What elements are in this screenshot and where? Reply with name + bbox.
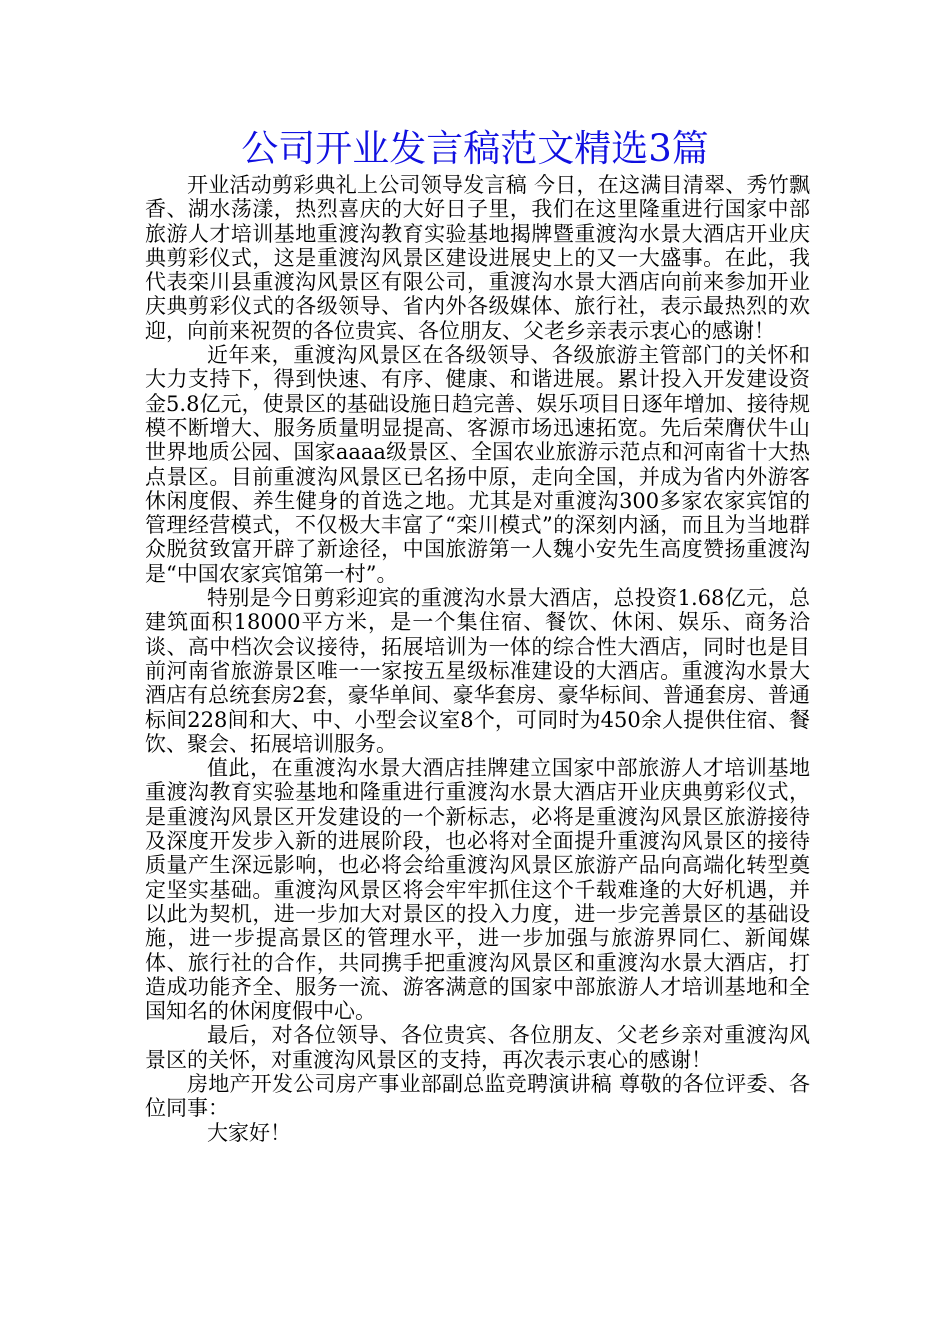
paragraph-opening-speech: 开业活动剪彩典礼上公司领导发言稿 今日，在这满目清翠、秀竹飘香、湖水荡漾，热烈喜庆的大好日子里，我们在这里隆重进行国家中部旅游人才培训基地重渡沟教育实验基地揭牌暨重渡沟水景大酒店开业庆典剪彩仪式，这是重渡沟风景区建设进展史上的又一大盛事。在此，我代表栾川县重渡沟风景区有限公司，重渡沟水景大酒店向前来参加开业庆典剪彩仪式的各级领导、省内外各级媒体、旅行社，表示最热烈的欢迎，向前来祝贺的各位贵宾、各位朋友、父老乡亲表示衷心的感谢！ [145, 173, 810, 343]
document-body [145, 173, 810, 1145]
paragraph-hotel-intro: 特别是今日剪彩迎宾的重渡沟水景大酒店，总投资1.68亿元，总建筑面积18000平方米，是一个集住宿、餐饮、休闲、娱乐、商务洽谈、高中档次会议接待，拓展培训为一体的综合性大酒店，同时也是目前河南省旅游景区唯一一家按五星级标准建设的大酒店。重渡沟水景大酒店有总统套房2套，豪华单间、豪华套房、豪华标间、普通套房、普通标间228间和大、中、小型会议室8个，可同时为450余人提供住宿、餐饮、聚会、拓展培训服务。 [145, 586, 810, 756]
paragraph-greeting: 大家好！ [207, 1120, 291, 1145]
paragraph-significance: 值此，在重渡沟水景大酒店挂牌建立国家中部旅游人才培训基地重渡沟教育实验基地和隆重进行重渡沟水景大酒店开业庆典剪彩仪式，是重渡沟风景区开发建设的一个新标志，必将是重渡沟风景区旅游接待及深度开发步入新的进展阶段，也必将对全面提升重渡沟风景区的接待质量产生深远影响，也必将会给重渡沟风景区旅游产品向高端化转型奠定坚实基础。重渡沟风景区将会牢牢抓住这个千载难逢的大好机遇，并以此为契机，进一步加大对景区的投入力度，进一步完善景区的基础设施，进一步提高景区的管理水平，进一步加强与旅游界同仁、新闻媒体、旅行社的合作，共同携手把重渡沟风景区和重渡沟水景大酒店，打造成功能齐全、服务一流、游客满意的国家中部旅游人才培训基地和全国知名的休闲度假中心。 [145, 756, 810, 1024]
paragraph-closing-thanks: 最后，对各位领导、各位贵宾、各位朋友、父老乡亲对重渡沟风景区的关怀，对重渡沟风景区的支持，再次表示衷心的感谢！ [145, 1023, 810, 1072]
paragraph-second-speech-heading: 房地产开发公司房产事业部副总监竞聘演讲稿 尊敬的各位评委、各位同事： [145, 1071, 810, 1121]
paragraph-development: 近年来，重渡沟风景区在各级领导、各级旅游主管部门的关怀和大力支持下，得到快速、有序、健康、和谐进展。累计投入开发建设资金5.8亿元，使景区的基础设施日趋完善、娱乐项目日逐年增加、接待规模不断增大、服务质量明显提高、客源市场迅速拓宽。先后荣膺伏牛山世界地质公园、国家aaaa级景区、全国农业旅游示范点和河南省十大热点景区。目前重渡沟风景区已名扬中原，走向全国，并成为省内外游客休闲度假、养生健身的首选之地。尤其是对重渡沟300多家农家宾馆的管理经营模式，不仅极大丰富了“栾川模式”的深刻内涵，而且为当地群众脱贫致富开辟了新途径，中国旅游第一人魏小安先生高度赞扬重渡沟是“中国农家宾馆第一村”。 [145, 343, 810, 586]
page-title: 公司开业发言稿范文精选3篇 [241, 127, 709, 170]
